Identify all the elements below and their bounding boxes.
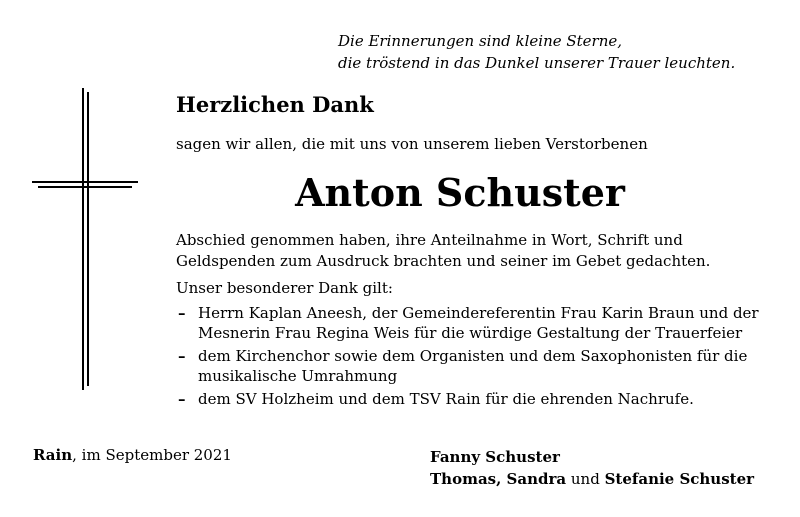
list-item [176,389,776,409]
list-item-text: dem SV Holzheim und dem TSV Rain für die ehrenden Nachrufe. [198,390,694,408]
place-date [33,446,232,464]
signature-line-2 [430,468,754,490]
quote-line-1: Die Erinnerungen sind kleine Sterne, [338,32,623,50]
date: , im September 2021 [72,446,232,464]
cross-horizontal-bar [32,181,138,183]
dash-icon: – [178,390,186,408]
quote-line-2: die tröstend in das Dunkel unserer Trauer leuchten. [338,54,736,72]
signature-names-2: Stefanie Schuster [604,470,755,488]
memorial-quote [338,30,788,74]
cross-vertical-bar-inner [87,92,89,386]
dash-icon: – [178,347,186,365]
place: Rain [33,446,73,464]
signature-line-1: Fanny Schuster [430,448,560,466]
dash-icon: – [178,304,186,322]
body-text: Abschied genommen haben, ihre Anteilnahme in Wort, Schrift und Geldspenden zum Ausdruck brachten und seiner im Gebet gedachten. [176,231,711,270]
special-thanks-label: Unser besonderer Dank gilt: [176,279,393,297]
intro-text: sagen wir allen, die mit uns von unserem lieben Verstorbenen [176,135,648,153]
deceased-name: Anton Schuster [295,170,625,215]
signatures [430,446,754,490]
thanks-heading: Herzlichen Dank [176,92,374,117]
signature-connector: und [566,470,605,488]
list-item-text: Herrn Kaplan Aneesh, der Gemeindereferentin Frau Karin Braun und der Mesnerin Frau Regina Weis für die würdige Gestaltung der Trauerfeier [198,304,759,342]
list-item [176,303,776,343]
cross-icon [30,88,138,390]
thanks-list [176,303,776,412]
cross-horizontal-bar-inner [38,186,132,188]
signature-names-1: Thomas, Sandra [430,470,567,488]
list-item [176,346,776,386]
cross-vertical-bar [82,88,84,390]
list-item-text: dem Kirchenchor sowie dem Organisten und dem Saxophonisten für die musikalische Umrahmung [198,347,748,385]
